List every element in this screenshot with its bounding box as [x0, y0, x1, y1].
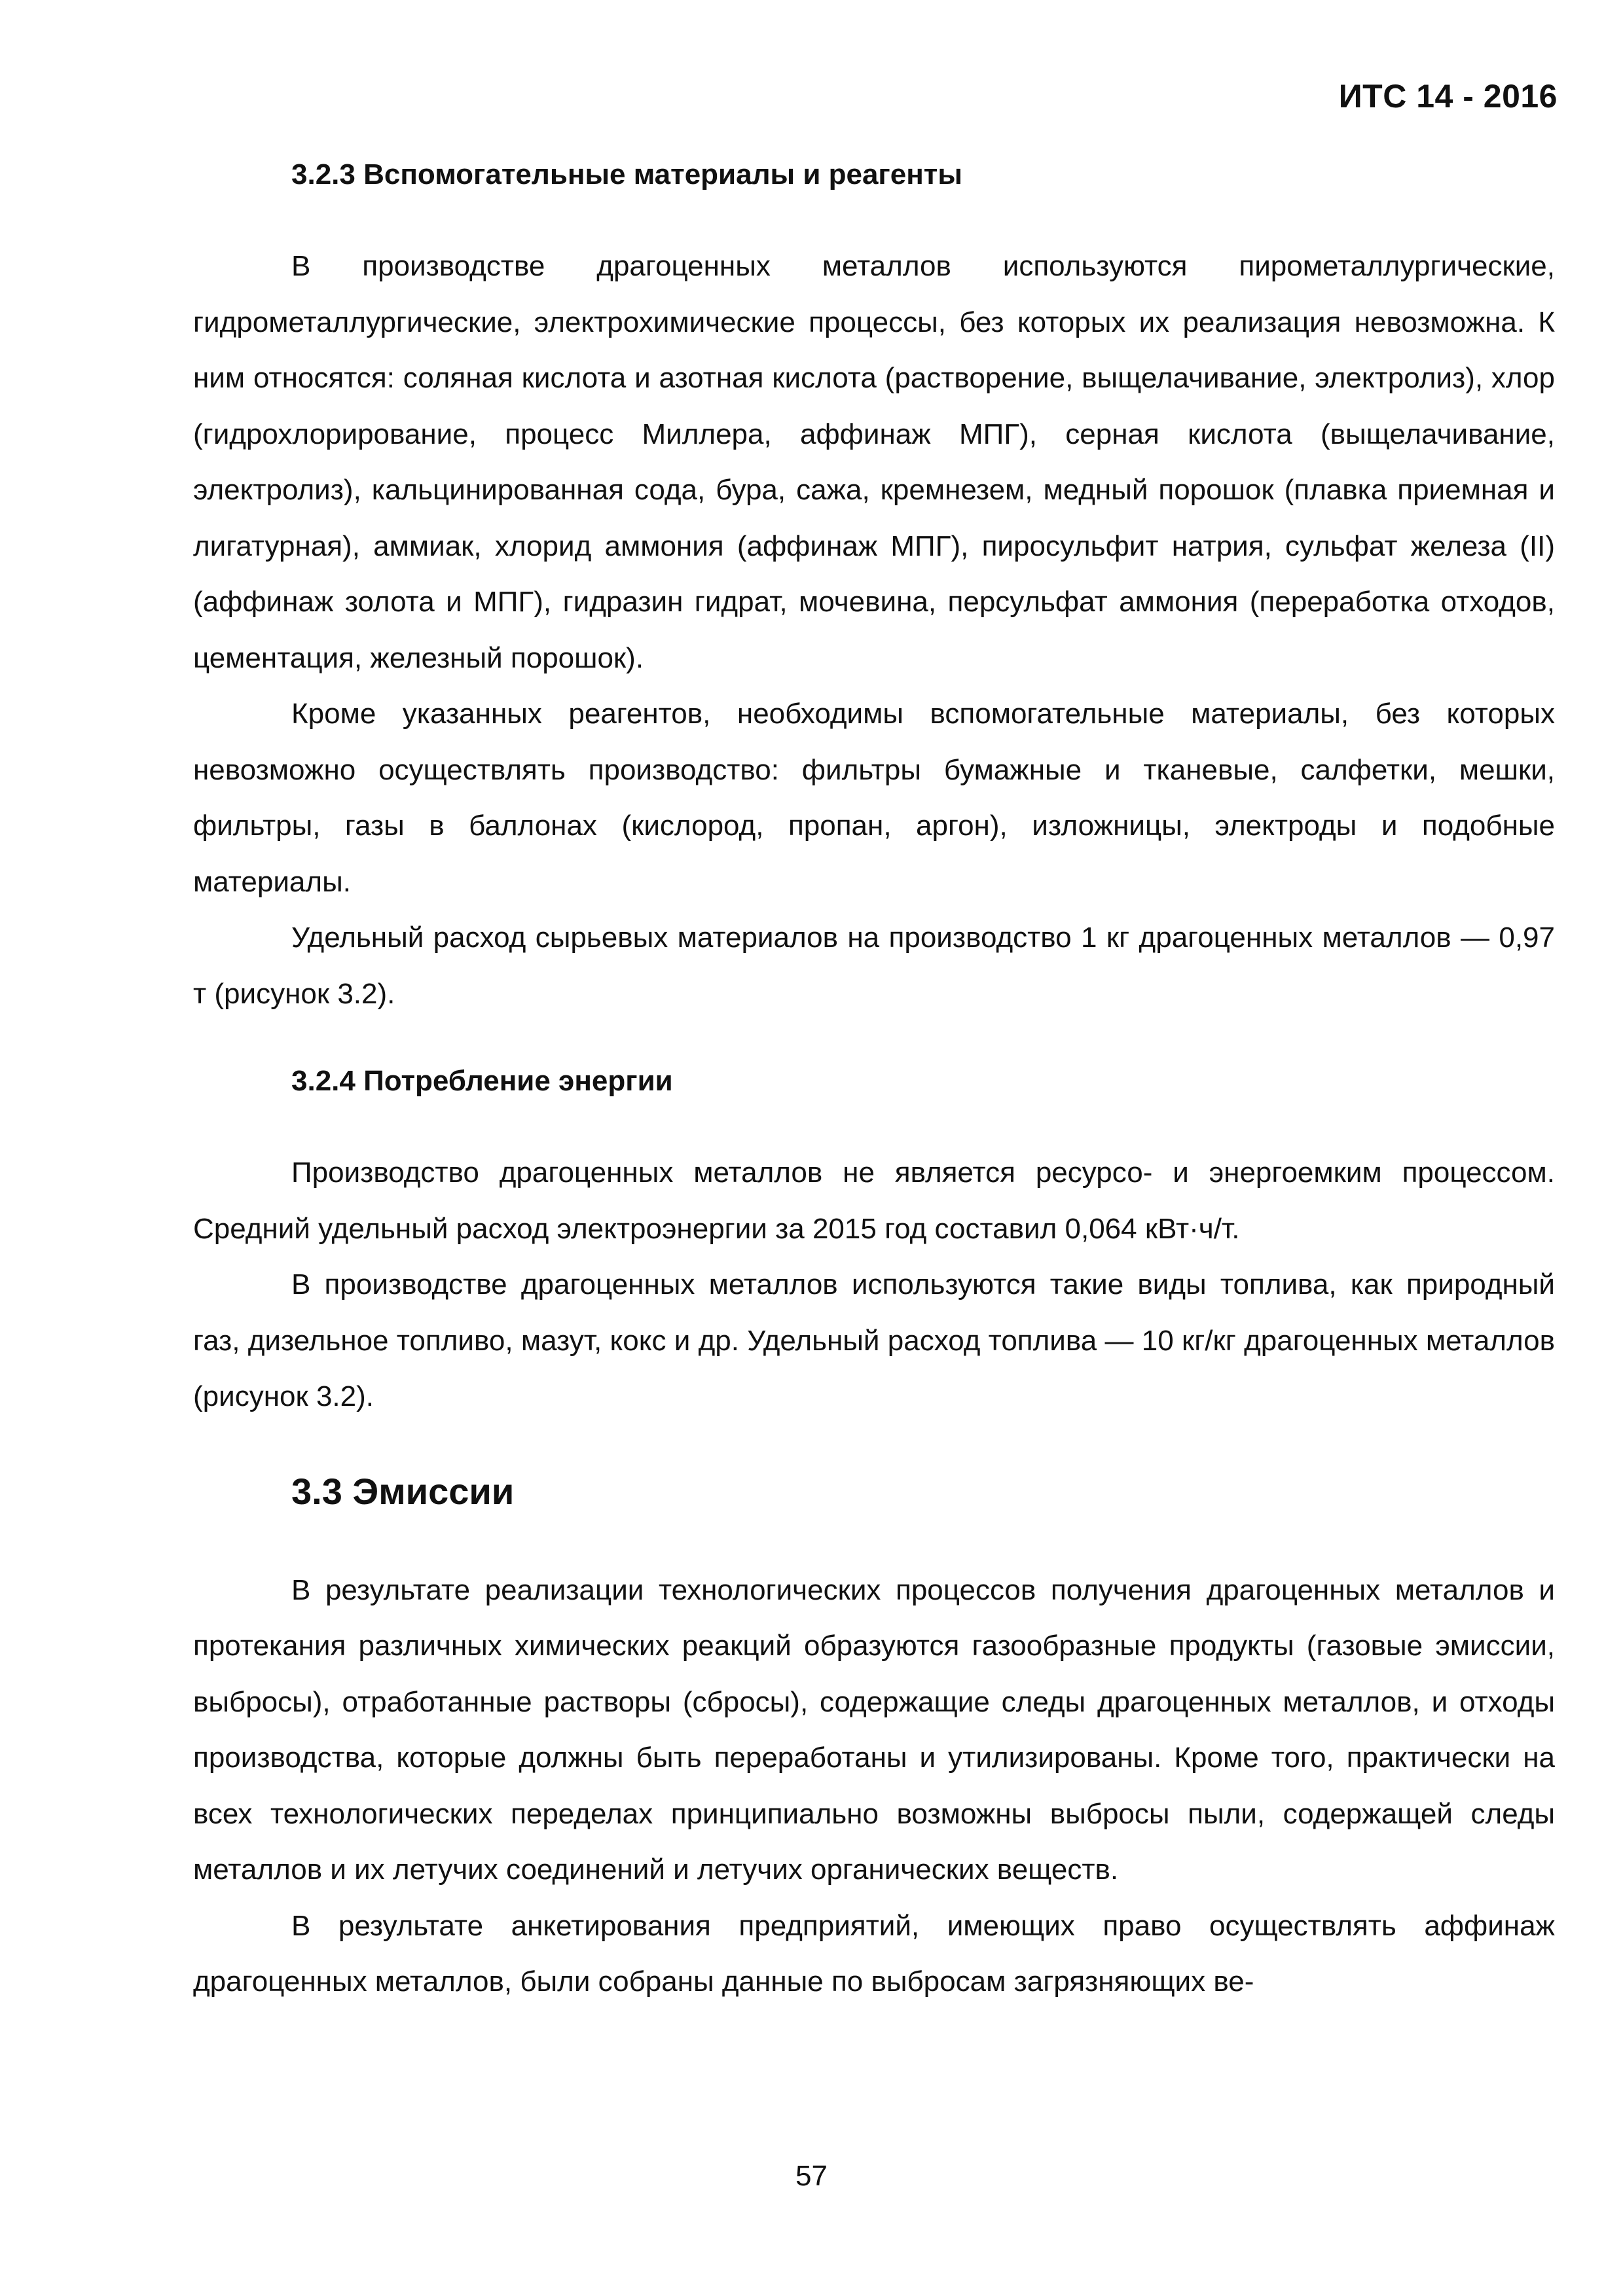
heading-3-3: 3.3 Эмиссии — [291, 1470, 515, 1512]
spacer — [193, 1518, 1555, 1562]
spacer — [193, 1104, 1555, 1145]
spacer — [193, 1022, 1555, 1058]
paragraph-reagents-list: В производстве драгоценных металлов используются пирометаллургические, гидрометаллургические, электрохимические процессы, без которых их реализация невозможна. К ним относятся: соляная кислота и азотная кислота (растворение, выщелачивание, электролиз), хлор (гидрохлорирование, процесс Миллера, аффинаж МПГ), серная кислота (выщелачивание, электролиз), кальцинированная сода, бура, сажа, кремнезем, медный порошок (плавка приемная и лигатурная), аммиак, хлорид аммония (аффинаж МПГ), пиросульфит натрия, сульфат железа (II) (аффинаж золота и МПГ), гидразин гидрат, мочевина, персульфат аммония (переработка отходов, цементация, железный порошок). — [193, 250, 1555, 674]
document-code-header: ИТС 14 - 2016 — [1338, 78, 1558, 115]
paragraph-auxiliary-materials: Кроме указанных реагентов, необходимы вспомогательные материалы, без которых невозможно осуществлять производство: фильтры бумажные и тканевые, салфетки, мешки, фильтры, газы в баллонах (кислород, пропан, аргон), изложницы, электроды и подобные материалы. — [193, 698, 1555, 898]
heading-3-2-3: 3.2.3 Вспомогательные материалы и реагенты — [291, 158, 962, 190]
paragraph-energy-consumption: Производство драгоценных металлов не является ресурсо- и энергоемким процессом. Средний удельный расход электроэнергии за 2015 год составил 0,064 кВт·ч/т. — [193, 1157, 1555, 1245]
paragraph-survey-data: В результате анкетирования предприятий, имеющих право осуществлять аффинаж драгоценных металлов, были собраны данные по выбросам загрязняющих ве- — [193, 1909, 1555, 1998]
spacer — [193, 1425, 1555, 1465]
paragraph-fuel-types: В производстве драгоценных металлов используются такие виды топлива, как природный газ, дизельное топливо, мазут, кокс и др. Удельный расход топлива — 10 кг/кг драгоценных металлов (рисунок 3.2). — [193, 1268, 1555, 1412]
paragraph-raw-material-consumption: Удельный расход сырьевых материалов на производство 1 кг драгоценных металлов — 0,97 т (рисунок 3.2). — [193, 922, 1555, 1010]
page-number: 57 — [795, 2160, 828, 2192]
spacer — [193, 198, 1555, 238]
paragraph-emissions-overview: В результате реализации технологических процессов получения драгоценных металлов и протекания различных химических реакций образуются газообразные продукты (газовые эмиссии, выбросы), отработанные растворы (сбросы), содержащие следы драгоценных металлов, и отходы производства, которые должны быть переработаны и утилизированы. Кроме того, практически на всех технологических переделах принципиально возможны выбросы пыли, содержащей следы металлов и их летучих соединений и летучих органических веществ. — [193, 1573, 1555, 1886]
heading-3-2-4: 3.2.4 Потребление энергии — [291, 1065, 673, 1097]
page-body — [193, 152, 1555, 2010]
